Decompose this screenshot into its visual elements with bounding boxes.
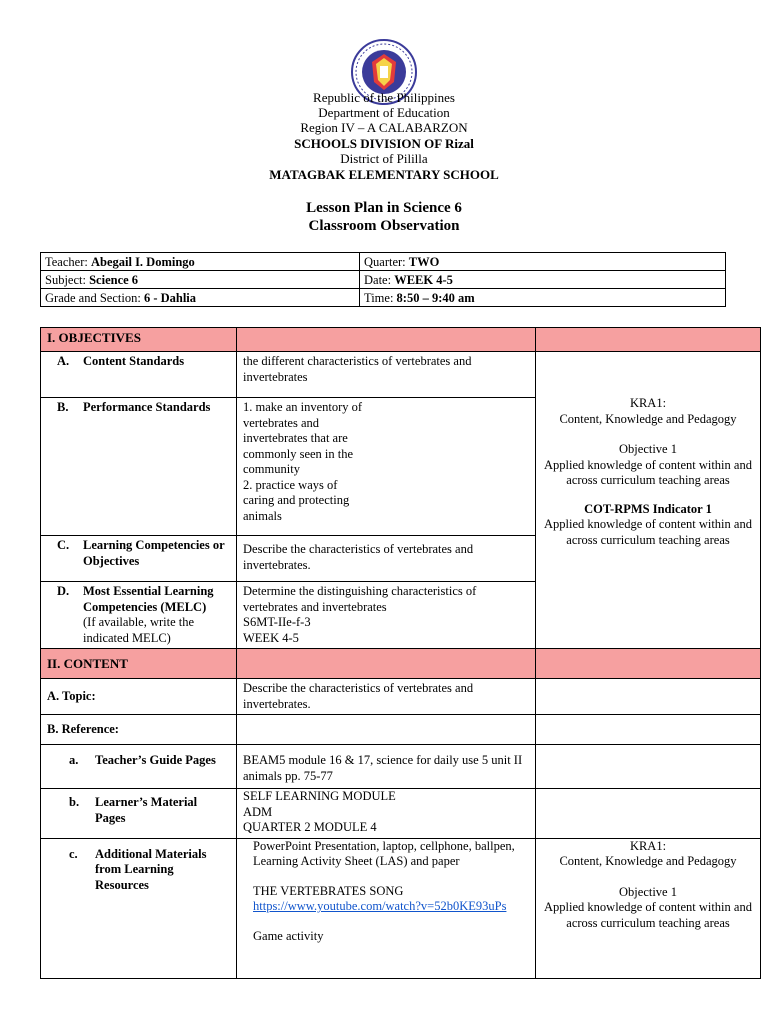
header-division: SCHOOLS DIVISION OF Rizal [294,136,474,151]
learning-competencies-label: C. Learning Competencies or Objectives [41,536,237,582]
lesson-plan-table [40,327,761,979]
song-link[interactable]: https://www.youtube.com/watch?v=52b0KE93uPs [253,899,507,913]
cot-title: COT-RPMS Indicator 1 [584,501,712,516]
kra-title-2: KRA1: [629,838,667,853]
kra-desc: Content, Knowledge and Pedagogy [559,411,737,426]
cot-desc: Applied knowledge of content within and across curriculum teaching areas [544,517,752,547]
additional-materials-label: c. Additional Materials from Learning Resources [41,838,237,978]
performance-standards-text: 1. make an inventory of vertebrates and invertebrates that are commonly seen in the community 2. practice ways of caring and protecting animals [237,398,536,536]
objective-desc-2: Applied knowledge of content within and across curriculum teaching areas [544,900,752,930]
subject-value: Science 6 [89,272,139,287]
lesson-title: Lesson Plan in Science 6 [306,200,462,216]
reference-label: B. Reference: [41,715,237,745]
objective-title-2: Objective 1 [619,884,677,899]
kra-objectives-cell [536,352,761,649]
info-table [40,252,726,307]
header-school: MATAGBAK ELEMENTARY SCHOOL [269,167,499,182]
header-region: Region IV – A CALABARZON [300,120,468,135]
time-cell: Time: 8:50 – 9:40 am [360,289,726,307]
objectives-heading: I. OBJECTIVES [41,328,237,352]
learners-material-label: b. Learner’s Material Pages [41,789,237,839]
objective-desc: Applied knowledge of content within and across curriculum teaching areas [544,457,752,487]
teacher-cell: Teacher: Abegail I. Domingo [41,253,360,271]
subject-cell: Subject: Science 6 [41,271,360,289]
topic-label: A. Topic: [41,679,237,715]
lesson-subtitle: Classroom Observation [308,218,460,234]
teacher-value: Abegail I. Domingo [90,254,195,269]
kra-desc-2: Content, Knowledge and Pedagogy [559,854,737,868]
learning-competencies-text: Describe the characteristics of vertebrates and invertebrates. [237,536,536,582]
melc-label: D. Most Essential Learning Competencies (MELC) (If available, write the indicated MELC) [41,582,237,649]
grade-cell: Grade and Section: 6 - Dahlia [41,289,360,307]
song-title: THE VERTEBRATES SONG [253,883,404,898]
header-department: Department of Education [318,105,450,120]
header-district: District of Pililla [340,151,428,166]
performance-standards-label: B. Performance Standards [41,398,237,536]
game-activity: Game activity [253,928,324,943]
grade-value: 6 - Dahlia [143,290,197,305]
content-standards-label: A. Content Standards [41,352,237,398]
kra-content-cell [536,838,761,978]
quarter-value: TWO [408,254,440,269]
kra-title: KRA1: [629,396,667,410]
melc-note: (If available, write the indicated MELC) [83,615,195,645]
content-standards-text: the different characteristics of vertebrates and invertebrates [237,352,536,398]
teachers-guide-text: BEAM5 module 16 & 17, science for daily use 5 unit II animals pp. 75-77 [237,745,536,789]
topic-text: Describe the characteristics of vertebrates and invertebrates. [237,679,536,715]
teachers-guide-label: a. Teacher’s Guide Pages [41,745,237,789]
content-heading: II. CONTENT [41,649,237,679]
date-value: WEEK 4-5 [394,272,453,287]
objective-title: Objective 1 [619,442,677,456]
additional-materials-text: PowerPoint Presentation, laptop, cellphone, ballpen, Learning Activity Sheet (LAS) and paper THE VERTEBRATES SONG https://www.youtube.com/watch?v=52b0KE93uPs Game activity [237,838,536,978]
time-value: 8:50 – 9:40 am [396,290,475,305]
header-republic: Republic of the Philippines [313,90,455,105]
melc-text: Determine the distinguishing characteristics of vertebrates and invertebrates S6MT-IIe-f-3 WEEK 4-5 [237,582,536,649]
learners-material-text: SELF LEARNING MODULE ADM QUARTER 2 MODULE 4 [237,789,536,839]
date-cell: Date: WEEK 4-5 [360,271,726,289]
quarter-cell: Quarter: TWO [360,253,726,271]
